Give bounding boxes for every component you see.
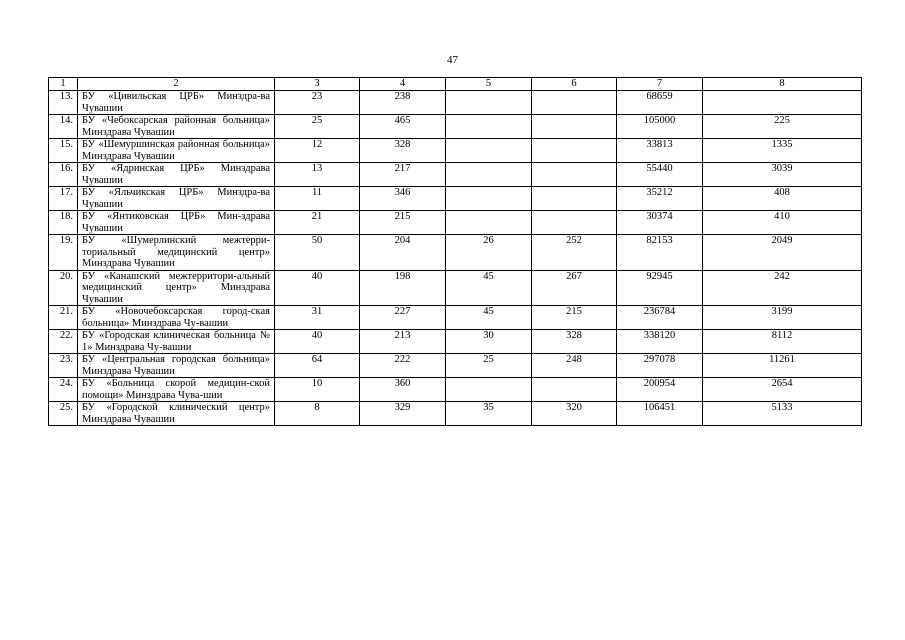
row-number-cell: 21. — [49, 306, 78, 330]
row-number-cell: 13. — [49, 91, 78, 115]
col4-cell: 465 — [360, 115, 446, 139]
col6-cell — [532, 139, 617, 163]
col6-cell — [532, 115, 617, 139]
col-header: 5 — [446, 78, 532, 91]
col3-cell: 11 — [275, 187, 360, 211]
col-header: 4 — [360, 78, 446, 91]
institution-name-cell: БУ «Чебоксарская районная больница» Минздрава Чувашии — [78, 115, 275, 139]
table-row — [49, 115, 862, 139]
institution-name-cell: БУ «Ядринская ЦРБ» Минздрава Чувашии — [78, 163, 275, 187]
col3-cell: 25 — [275, 115, 360, 139]
table-body — [49, 91, 862, 426]
row-number-cell: 25. — [49, 402, 78, 426]
col6-cell: 320 — [532, 402, 617, 426]
col5-cell: 45 — [446, 306, 532, 330]
row-number-cell: 18. — [49, 211, 78, 235]
institution-name-cell: БУ «Новочебоксарская город-ская больница» Минздрава Чу-вашии — [78, 306, 275, 330]
table-row — [49, 354, 862, 378]
table-row — [49, 91, 862, 115]
col4-cell: 346 — [360, 187, 446, 211]
col7-cell: 236784 — [617, 306, 703, 330]
col6-cell — [532, 211, 617, 235]
row-number-cell: 20. — [49, 270, 78, 306]
col5-cell — [446, 378, 532, 402]
row-number-cell: 17. — [49, 187, 78, 211]
col5-cell: 25 — [446, 354, 532, 378]
col6-cell: 215 — [532, 306, 617, 330]
institution-name-cell: БУ «Городская клиническая больница № 1» Минздрава Чу-вашии — [78, 330, 275, 354]
col5-cell: 30 — [446, 330, 532, 354]
col7-cell: 35212 — [617, 187, 703, 211]
col5-cell — [446, 139, 532, 163]
col6-cell: 252 — [532, 235, 617, 271]
institution-name-cell: БУ «Городской клинический центр» Минздрава Чувашии — [78, 402, 275, 426]
col3-cell: 40 — [275, 270, 360, 306]
col5-cell: 35 — [446, 402, 532, 426]
table-row — [49, 139, 862, 163]
col8-cell: 242 — [703, 270, 862, 306]
col8-cell: 2654 — [703, 378, 862, 402]
header-row — [49, 78, 862, 91]
col7-cell: 55440 — [617, 163, 703, 187]
col8-cell: 225 — [703, 115, 862, 139]
row-number-cell: 16. — [49, 163, 78, 187]
institution-name-cell: БУ «Янтиковская ЦРБ» Мин-здрава Чувашии — [78, 211, 275, 235]
col4-cell: 329 — [360, 402, 446, 426]
col3-cell: 10 — [275, 378, 360, 402]
col8-cell: 410 — [703, 211, 862, 235]
institution-name-cell: БУ «Цивильская ЦРБ» Минздра-ва Чувашии — [78, 91, 275, 115]
col6-cell: 248 — [532, 354, 617, 378]
col3-cell: 8 — [275, 402, 360, 426]
col8-cell: 2049 — [703, 235, 862, 271]
col4-cell: 328 — [360, 139, 446, 163]
col4-cell: 360 — [360, 378, 446, 402]
col5-cell: 26 — [446, 235, 532, 271]
col8-cell: 1335 — [703, 139, 862, 163]
row-number-cell: 22. — [49, 330, 78, 354]
col3-cell: 50 — [275, 235, 360, 271]
col6-cell — [532, 163, 617, 187]
col8-cell: 11261 — [703, 354, 862, 378]
institution-name-cell: БУ «Шемуршинская районная больница» Минздрава Чувашии — [78, 139, 275, 163]
institution-name-cell: БУ «Больница скорой медицин-ской помощи» Минздрава Чува-шии — [78, 378, 275, 402]
row-number-cell: 23. — [49, 354, 78, 378]
col-header: 6 — [532, 78, 617, 91]
col8-cell — [703, 91, 862, 115]
col8-cell: 8112 — [703, 330, 862, 354]
col8-cell: 3039 — [703, 163, 862, 187]
col7-cell: 82153 — [617, 235, 703, 271]
col-header: 8 — [703, 78, 862, 91]
table-row — [49, 187, 862, 211]
col7-cell: 30374 — [617, 211, 703, 235]
col7-cell: 338120 — [617, 330, 703, 354]
col3-cell: 12 — [275, 139, 360, 163]
col3-cell: 31 — [275, 306, 360, 330]
col8-cell: 3199 — [703, 306, 862, 330]
table-row — [49, 306, 862, 330]
col5-cell — [446, 115, 532, 139]
col7-cell: 68659 — [617, 91, 703, 115]
col-header: 2 — [78, 78, 275, 91]
row-number-cell: 24. — [49, 378, 78, 402]
table-row — [49, 330, 862, 354]
col7-cell: 297078 — [617, 354, 703, 378]
col7-cell: 33813 — [617, 139, 703, 163]
table-row — [49, 270, 862, 306]
col5-cell — [446, 211, 532, 235]
col-header: 3 — [275, 78, 360, 91]
col4-cell: 198 — [360, 270, 446, 306]
col3-cell: 64 — [275, 354, 360, 378]
institution-name-cell: БУ «Канашский межтерритори-альный медицинский центр» Минздрава Чувашии — [78, 270, 275, 306]
institution-name-cell: БУ «Центральная городская больница» Минздрава Чувашии — [78, 354, 275, 378]
col3-cell: 23 — [275, 91, 360, 115]
table-row — [49, 163, 862, 187]
col7-cell: 105000 — [617, 115, 703, 139]
row-number-cell: 14. — [49, 115, 78, 139]
col6-cell: 328 — [532, 330, 617, 354]
table-row — [49, 211, 862, 235]
table-row — [49, 235, 862, 271]
col3-cell: 40 — [275, 330, 360, 354]
institution-name-cell: БУ «Яльчикская ЦРБ» Минздра-ва Чувашии — [78, 187, 275, 211]
col7-cell: 200954 — [617, 378, 703, 402]
col8-cell: 5133 — [703, 402, 862, 426]
col5-cell: 45 — [446, 270, 532, 306]
col6-cell — [532, 91, 617, 115]
col5-cell — [446, 91, 532, 115]
page-number: 47 — [447, 54, 458, 66]
col8-cell: 408 — [703, 187, 862, 211]
row-number-cell: 15. — [49, 139, 78, 163]
col7-cell: 106451 — [617, 402, 703, 426]
table-row — [49, 402, 862, 426]
col4-cell: 238 — [360, 91, 446, 115]
col4-cell: 213 — [360, 330, 446, 354]
col-header: 7 — [617, 78, 703, 91]
col4-cell: 204 — [360, 235, 446, 271]
col4-cell: 227 — [360, 306, 446, 330]
col-header: 1 — [49, 78, 78, 91]
col6-cell — [532, 187, 617, 211]
col4-cell: 215 — [360, 211, 446, 235]
col6-cell — [532, 378, 617, 402]
col4-cell: 222 — [360, 354, 446, 378]
col5-cell — [446, 187, 532, 211]
row-number-cell: 19. — [49, 235, 78, 271]
col7-cell: 92945 — [617, 270, 703, 306]
institution-name-cell: БУ «Шумерлинский межтерри-ториальный медицинский центр» Минздрава Чувашии — [78, 235, 275, 271]
col3-cell: 13 — [275, 163, 360, 187]
table-row — [49, 378, 862, 402]
col3-cell: 21 — [275, 211, 360, 235]
data-table — [48, 77, 862, 426]
col4-cell: 217 — [360, 163, 446, 187]
col5-cell — [446, 163, 532, 187]
col6-cell: 267 — [532, 270, 617, 306]
